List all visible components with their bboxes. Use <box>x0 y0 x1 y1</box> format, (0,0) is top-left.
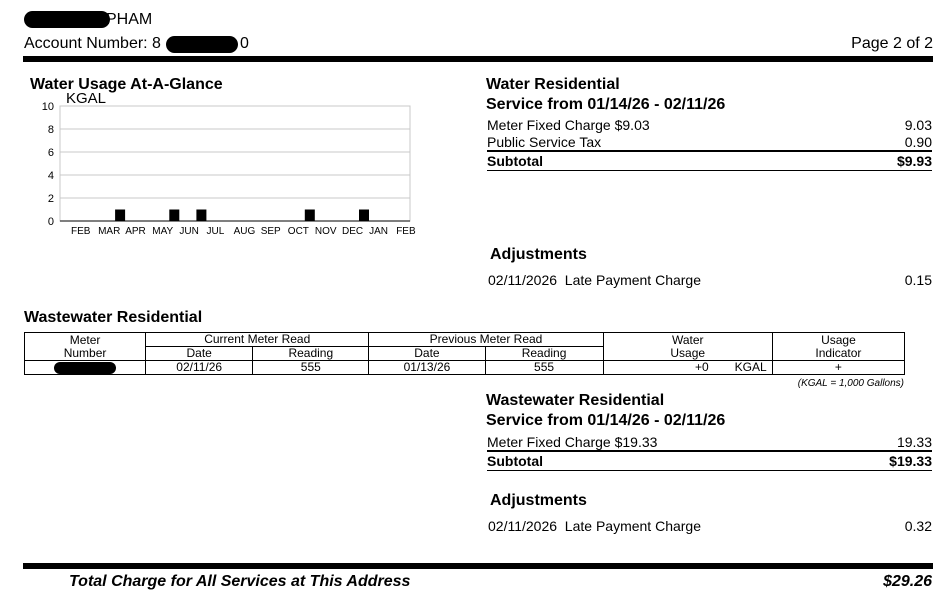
header-usage-indicator: Usage Indicator <box>772 333 904 361</box>
wastewater-adjustments-title: Adjustments <box>490 492 587 509</box>
current-date-cell: 02/11/26 <box>146 361 253 375</box>
wastewater-service-period: Service from 01/14/26 - 02/11/26 <box>486 412 726 429</box>
redacted-meter-number <box>54 362 116 374</box>
wastewater-subtotal-rule <box>487 450 932 452</box>
header-current-date: Date <box>146 347 253 361</box>
wastewater-adjustment-label: 02/11/2026 Late Payment Charge <box>488 518 702 534</box>
header-previous-read: Previous Meter Read <box>369 333 603 347</box>
x-tick-label: JUN <box>179 226 199 237</box>
header-current-reading: Reading <box>253 347 369 361</box>
header-previous-date: Date <box>369 347 485 361</box>
water-subtotal-underline <box>487 170 932 171</box>
previous-reading-cell: 555 <box>485 361 603 375</box>
usage-bar <box>305 210 315 222</box>
meter-number-cell <box>25 361 146 375</box>
x-tick-label: APR <box>125 226 146 237</box>
water-subtotal-rule <box>487 150 932 152</box>
usage-chart <box>20 96 420 241</box>
meter-read-table <box>24 332 905 375</box>
x-tick-label: FEB <box>396 226 416 237</box>
x-tick-label: MAR <box>98 226 121 237</box>
wastewater-item-amount-1: 19.33 <box>896 434 932 450</box>
x-tick-label: NOV <box>314 226 337 237</box>
y-tick-label: 2 <box>47 193 54 205</box>
total-rule <box>23 563 933 569</box>
x-tick-label: DEC <box>342 226 364 237</box>
x-tick-label: JUL <box>206 226 225 237</box>
wastewater-subtotal-label: Subtotal <box>487 453 543 469</box>
water-adjustment-label: 02/11/2026 Late Payment Charge <box>488 272 702 288</box>
account-number-suffix: 0 <box>240 35 249 52</box>
water-adjustments-title: Adjustments <box>490 246 587 263</box>
kgal-footnote: (KGAL = 1,000 Gallons) <box>797 378 904 389</box>
current-reading-cell: 555 <box>253 361 369 375</box>
page-number: Page 2 of 2 <box>851 35 933 52</box>
wastewater-adjustment-amount: 0.32 <box>904 518 932 534</box>
usage-bar <box>169 210 179 222</box>
chart-title: Water Usage At-A-Glance <box>30 76 223 93</box>
redacted-account <box>166 36 238 53</box>
y-tick-label: 0 <box>47 216 54 228</box>
x-tick-label: FEB <box>71 226 91 237</box>
y-tick-label: 8 <box>47 124 54 136</box>
header-meter-number: Meter Number <box>25 333 146 361</box>
plot-frame <box>60 106 410 221</box>
usage-indicator-cell: + <box>772 361 904 375</box>
x-tick-label: JAN <box>369 226 389 237</box>
water-item-label-1: Meter Fixed Charge $9.03 <box>487 117 650 133</box>
total-label: Total Charge for All Services at This Address <box>69 573 411 590</box>
x-tick-label: AUG <box>233 226 256 237</box>
table-row <box>25 361 905 375</box>
water-adjustment-amount: 0.15 <box>904 272 932 288</box>
water-usage-cell <box>603 361 772 375</box>
redacted-name <box>24 11 110 28</box>
previous-date-cell: 01/13/26 <box>369 361 485 375</box>
x-tick-label: SEP <box>260 226 281 237</box>
water-subtotal-amount: $9.93 <box>896 153 932 169</box>
water-title: Water Residential <box>486 76 620 93</box>
total-amount: $29.26 <box>883 573 932 590</box>
y-tick-label: 10 <box>41 101 54 113</box>
header-previous-reading: Reading <box>485 347 603 361</box>
y-tick-label: 4 <box>47 170 54 182</box>
water-subtotal-label: Subtotal <box>487 153 543 169</box>
header-rule <box>23 56 933 62</box>
usage-unit: KGAL <box>734 360 767 374</box>
wastewater-title: Wastewater Residential <box>486 392 665 409</box>
water-item-amount-2: 0.90 <box>904 134 932 150</box>
usage-bar <box>359 210 369 222</box>
header-current-read: Current Meter Read <box>146 333 369 347</box>
water-service-period: Service from 01/14/26 - 02/11/26 <box>486 96 726 113</box>
wastewater-subtotal-amount: $19.33 <box>889 453 932 469</box>
water-item-amount-1: 9.03 <box>904 117 932 133</box>
usage-bar <box>196 210 206 222</box>
wastewater-table-title: Wastewater Residential <box>24 309 203 326</box>
x-tick-label: MAY <box>152 226 174 237</box>
wastewater-item-label-1: Meter Fixed Charge $19.33 <box>487 434 658 450</box>
customer-name: PHAM <box>106 11 153 28</box>
account-number-label: Account Number: 8 <box>24 35 161 52</box>
wastewater-subtotal-underline <box>487 470 932 471</box>
x-tick-label: OCT <box>287 226 309 237</box>
water-item-label-2: Public Service Tax <box>487 134 602 150</box>
usage-bar <box>115 210 125 222</box>
y-tick-label: 6 <box>47 147 54 159</box>
header-water-usage: Water Usage <box>603 333 772 361</box>
usage-value: +0 <box>694 360 709 374</box>
chart-unit: KGAL <box>66 90 107 107</box>
